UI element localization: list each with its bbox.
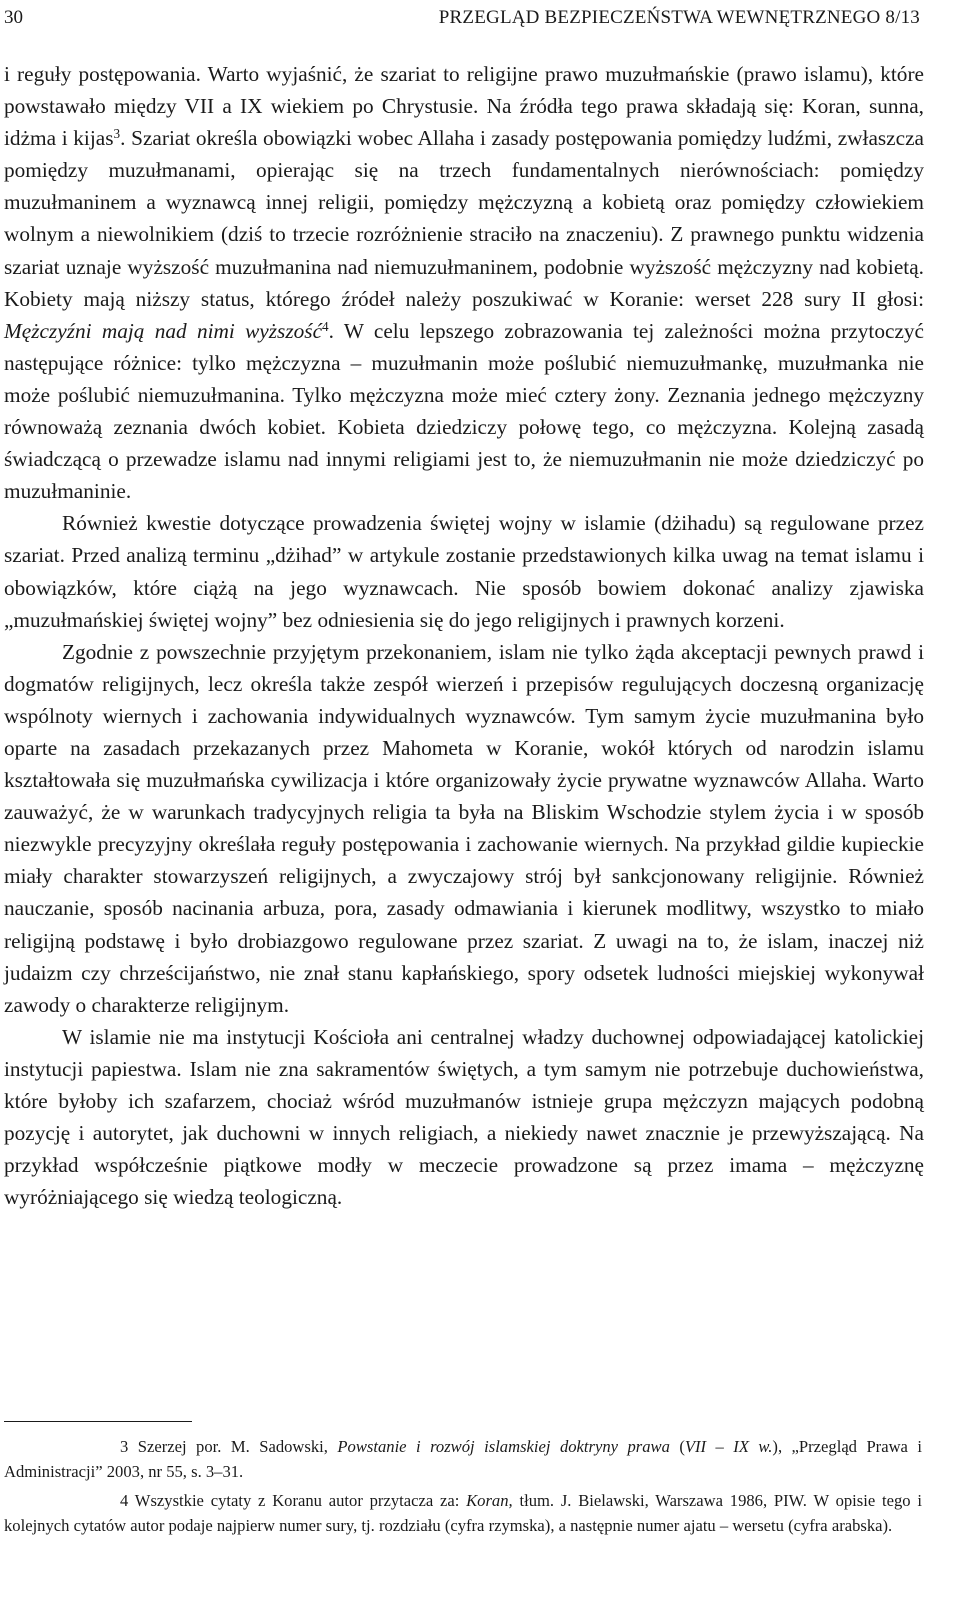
paragraph-3: Zgodnie z powszechnie przyjętym przekonaniem, islam nie tylko żąda akceptacji pewnych prawd i dogmatów religijnych, lecz określa także zespół wierzeń i przepisów regulujących doczesną organizację wspólnoty wiernych i zachowania indywidualnych wyznawców. Tym samym życie muzułmanina było oparte na zasadach przekazanych przez Mahometa w Koranie, wokół których od narodzin islamu kształtowała się muzułmańska cywilizacja i które organizowały życie prywatne wyznawców Allaha. Warto zauważyć, że w warunkach tradycyjnych religia ta była na Bliskim Wschodzie stylem życia i w sposób niezwykle precyzyjny określała reguły postępowania i zachowanie wiernych. Na przykład gildie kupieckie miały charakter stowarzyszeń religijnych, a zwyczajowy strój był sankcjonowany religijnie. Również nauczanie, sposób nacinania arbuza, pora, zasady odmawiania i kierunek modlitwy, wszystko to miało religijną podstawę i było drobiazgowo regulowane przez szariat. Z uwagi na to, że islam, inaczej niż judaizm czy chrześcijaństwo, nie znał stanu kapłańskiego, spory odsetek ludności miejskiej wykonywał zawody o charakterze religijnym. xyxy=(4,639,924,1017)
footnote-3-text-b: ( xyxy=(669,1437,685,1456)
running-header xyxy=(4,4,920,32)
article-body xyxy=(4,58,924,1213)
footnote-ref-3: 3 xyxy=(113,125,121,141)
paragraph-1-text-c: . W celu lepszego zobrazowania tej zależności można przytoczyć następujące różnice: tylko mężczyzna – muzułmanin może poślubić niemuzułmankę, muzułmanka nie może poślubić niemuzułmanina. Tylko mężczyzna może mieć cztery żony. Zeznania jednego mężczyzny równoważą zeznania dwóch kobiet. Kobieta dziedziczy połowę tego, co mężczyzna. Kolejną zasadą świadczącą o przewadze islamu nad innymi religiami jest to, że niemuzułmanin nie może dziedziczyć po muzułmaninie. xyxy=(4,318,925,504)
footnote-3-number: 3 xyxy=(120,1437,129,1456)
paragraph-2: Również kwestie dotyczące prowadzenia świętej wojny w islamie (dżihadu) są regulowane przez szariat. Przed analizą terminu „dżihad” w artykule zostanie przedstawionych kilka uwag na temat islamu i obowiązków, które ciążą na jego wyznawcach. Nie sposób bowiem dokonać analizy zjawiska „muzułmańskiej świętej wojny” bez odniesienia się do jego religijnych i prawnych korzeni. xyxy=(4,511,924,632)
footnote-4-text-b: tłum. J. Bielawski, Warszawa 1986, PIW. W opisie tego i kolejnych cytatów autor podaje najpierw numer sury, tj. rozdziału (cyfra rzymska), a następnie numer ajatu – wersetu (cyfra arabska). xyxy=(4,1491,922,1535)
footnote-4-number: 4 xyxy=(120,1491,129,1510)
paragraph-1-text-b: . Szariat określa obowiązki wobec Allaha i zasady postępowania pomiędzy ludźmi, zwłaszcza pomiędzy muzułmanami, opierając się na trzech fundamentalnych nierównościach: pomiędzy muzułmaninem a wyznawcą innej religii, pomiędzy mężczyzną a kobietą oraz pomiędzy człowiekiem wolnym a niewolnikiem (dziś to trzecie rozróżnienie straciło na znaczeniu). Z prawnego punktu widzenia szariat uznaje wyższość muzułmanina nad niemuzułmaninem, podobnie wyższość mężczyzny nad kobietą. Kobiety mają niższy status, którego źródeł należy poszukiwać w Koranie: werset 228 sury II głosi: xyxy=(4,126,924,311)
paragraph-1-text-a: i reguły postępowania. Warto wyjaśnić, że szariat to religijne prawo muzułmańskie (prawo islamu), które powstawało między VII a IX wiekiem po Chrystusie. Na źródła tego prawa składają się: Koran, sunna, idżma i kijas xyxy=(4,62,924,151)
koran-quote: Mężczyźni mają nad nimi wyższość xyxy=(4,318,323,343)
journal-title: PRZEGLĄD BEZPIECZEŃSTWA WEWNĘTRZNEGO 8/13 xyxy=(438,7,920,28)
footnote-4-title: Koran, xyxy=(466,1491,513,1510)
footnote-3 xyxy=(4,1434,922,1484)
footnote-ref-4: 4 xyxy=(322,318,329,334)
footnote-3-text-c: ), „Przegląd Prawa i Administracji” 2003, nr 55, s. 3–31. xyxy=(4,1437,922,1481)
footnote-3-text-a: Szerzej por. M. Sadowski, xyxy=(137,1437,338,1456)
footnote-separator xyxy=(4,1421,192,1422)
footnote-4 xyxy=(4,1488,922,1538)
paragraph-4: W islamie nie ma instytucji Kościoła ani centralnej władzy duchownej odpowiadającej katolickiej instytucji papiestwa. Islam nie zna sakramentów świętych, a tym samym nie potrzebuje duchowieństwa, które byłoby ich szafarzem, chociaż wśród muzułmanów istnieje grupa mężczyzn mających podobną pozycję i autorytet, jak duchowni w innych religiach, a niekiedy nawet znacznie je przewyższającą. Na przykład współcześnie piątkowe modły w meczecie prowadzone są przez imama – mężczyznę wyróżniającego się wiedzą teologiczną. xyxy=(4,1024,924,1210)
page-number: 30 xyxy=(4,7,23,28)
footnote-3-period: VII – IX w. xyxy=(684,1437,773,1456)
paragraph-1 xyxy=(4,58,924,507)
footnotes xyxy=(4,1434,922,1542)
footnote-3-title: Powstanie i rozwój islamskiej doktryny prawa xyxy=(337,1437,670,1456)
footnote-4-text-a: Wszystkie cytaty z Koranu autor przytacza za: xyxy=(134,1491,467,1510)
